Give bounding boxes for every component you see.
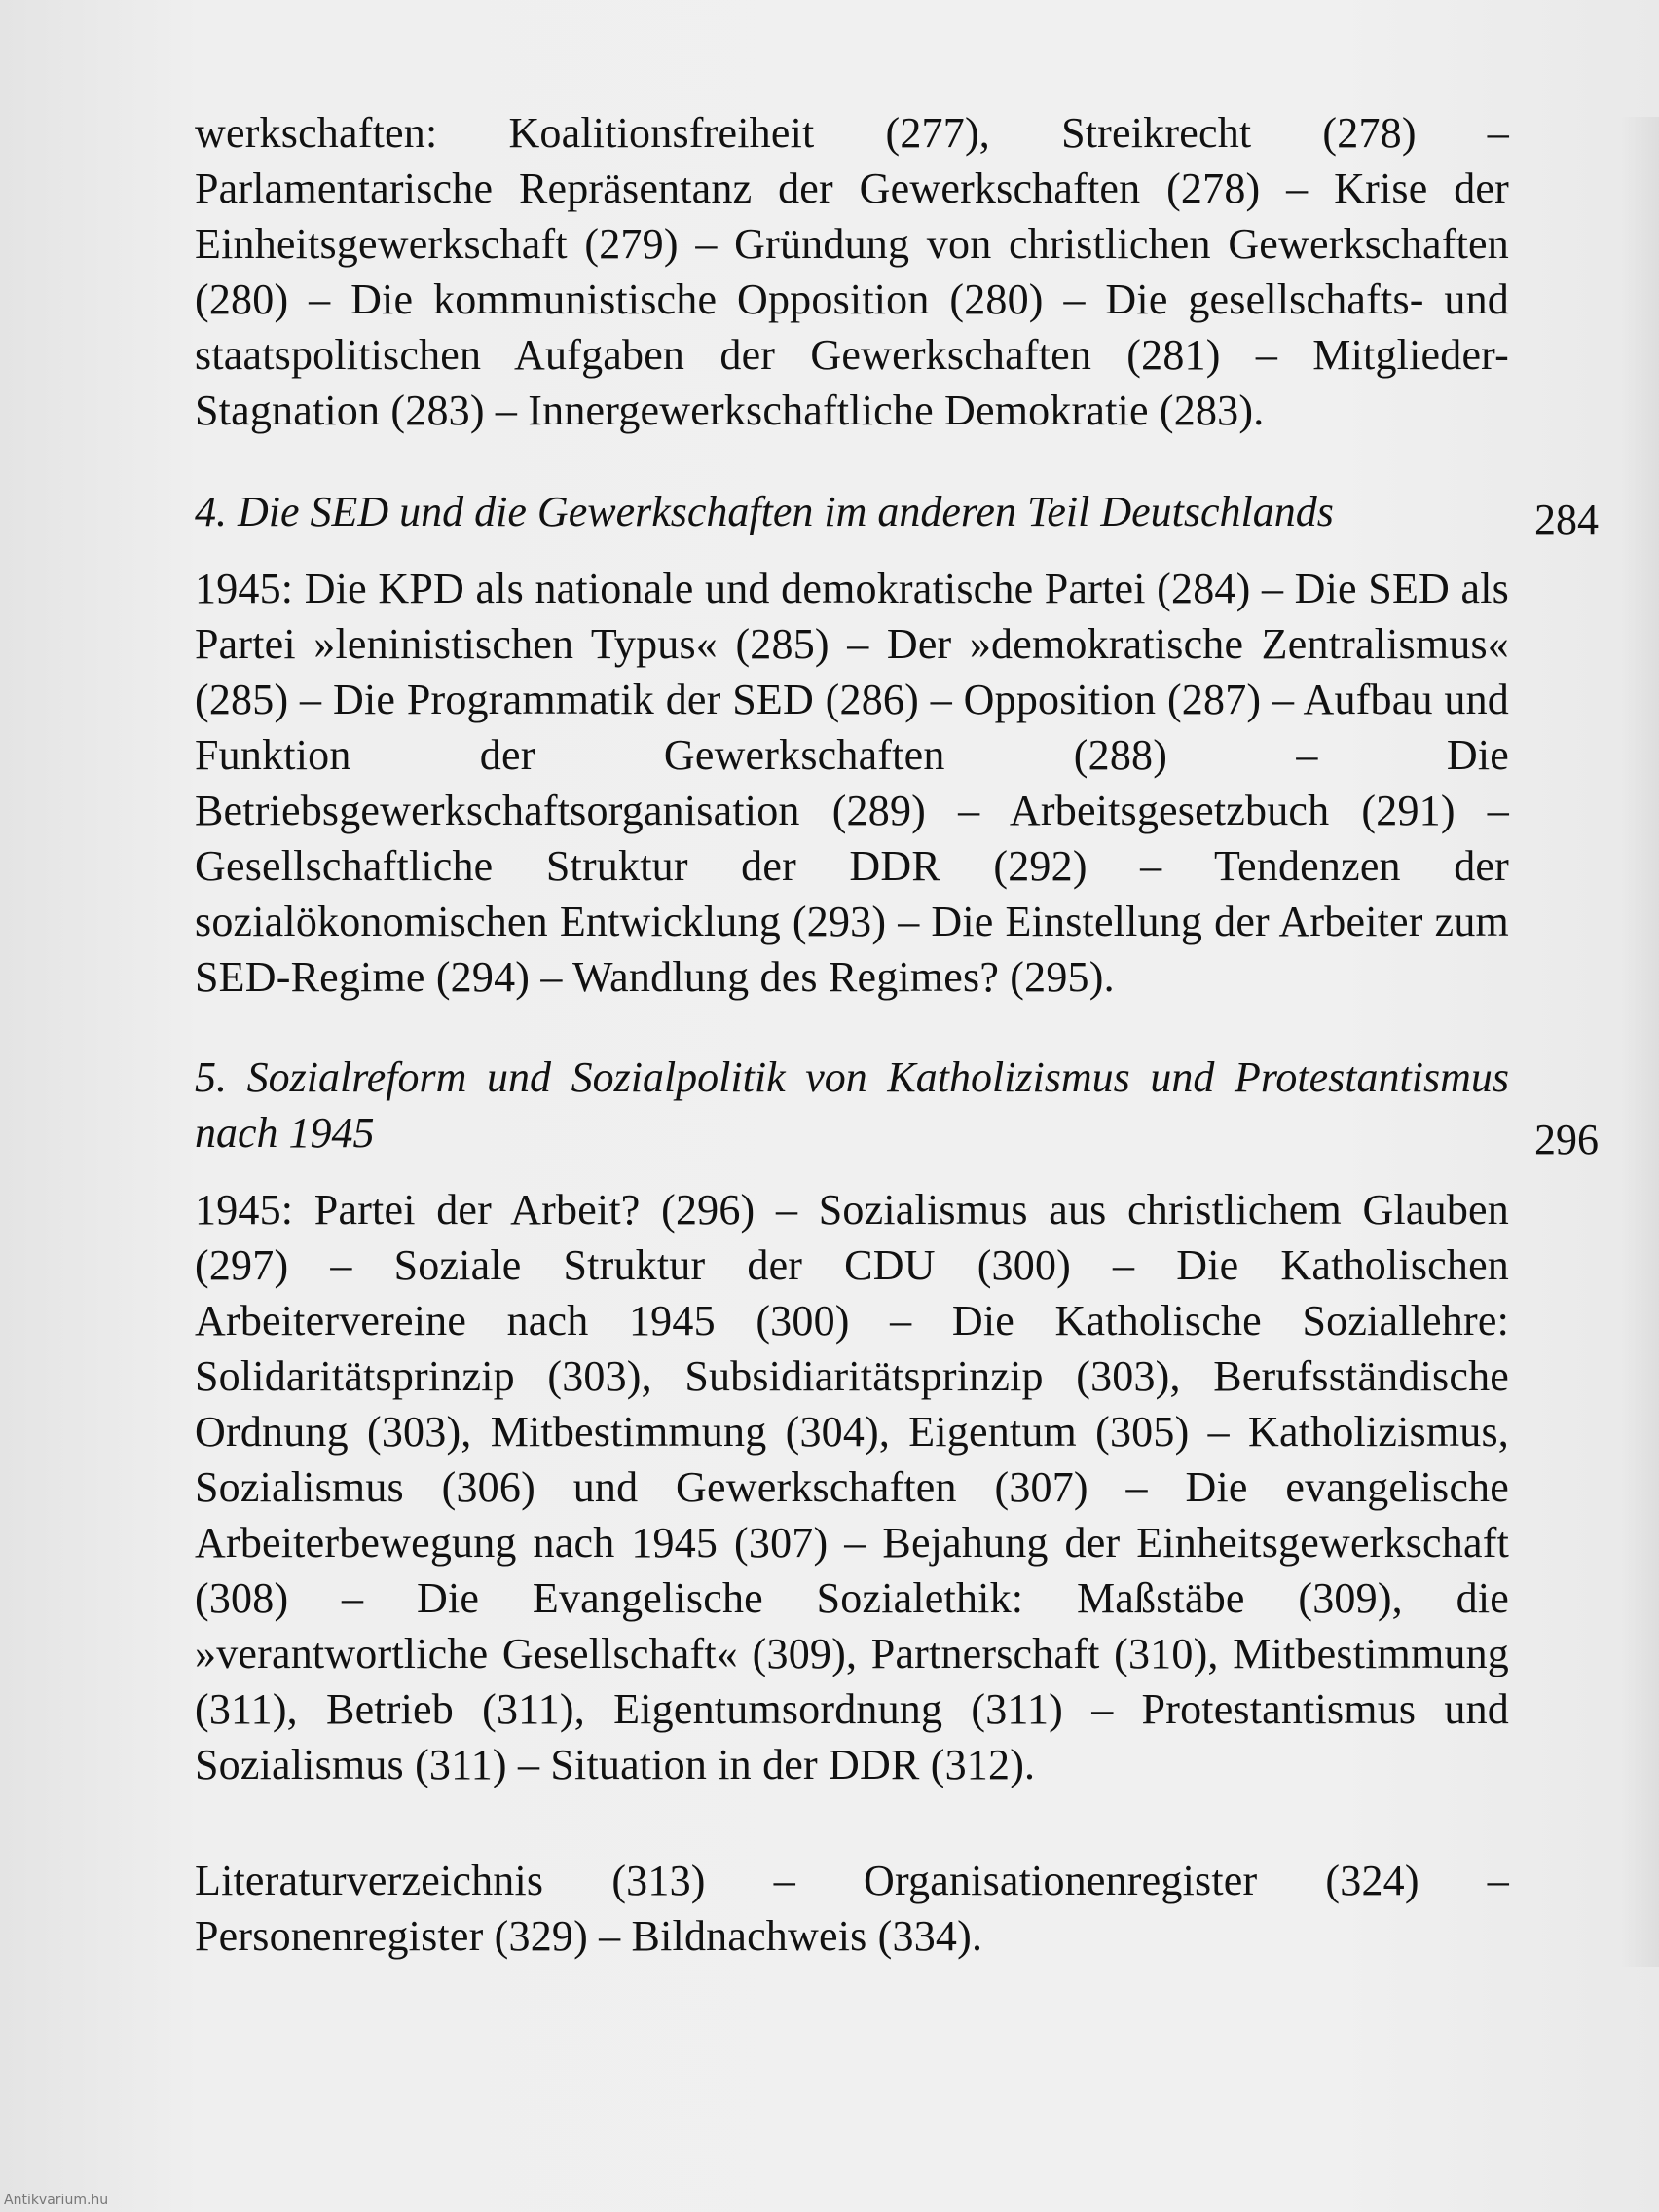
section-5-page-number: 296 <box>1534 1116 1599 1163</box>
page-edge-shadow <box>1620 117 1659 1967</box>
back-matter <box>195 1853 1509 1964</box>
section-4-heading: 4. Die SED und die Gewerkschaften im anderen Teil Deutschlands <box>195 488 1334 535</box>
section-3-summary-text: werkschaften: Koalitionsfreiheit (277), Streikrecht (278) – Parlamentarische Repräsentanz der Gewerkschaften (278) – Krise der Einheitsgewerkschaft (279) – Gründung von christlichen Gewerkschaften (280) – Die kommunistische Opposition (280) – Die gesellschafts- und staatspolitischen Aufgaben der Gewerkschaften (281) – Mitglieder-Stagnation (283) – Innergewerkschaftliche Demokratie (283). <box>195 109 1509 434</box>
back-matter-text: Literaturverzeichnis (313) – Organisationenregister (324) – Personenregister (329) – Bildnachweis (334). <box>195 1857 1509 1960</box>
section-5-heading: 5. Sozialreform und Sozialpolitik von Katholizismus und Protestantismus nach 1945 <box>195 1053 1509 1157</box>
section-5-summary-text: 1945: Partei der Arbeit? (296) – Sozialismus aus christlichem Glauben (297) – Soziale Struktur der CDU (300) – Die Katholischen Arbeitervereine nach 1945 (300) – Die Katholische Soziallehre: Solidaritätsprinzip (303), Subsidiaritätsprinzip (303), Berufsständische Ordnung (303), Mitbestimmung (304), Eigentum (305) – Katholizismus, Sozialismus (306) und Gewerkschaften (307) – Die evangelische Arbeiterbewegung nach 1945 (307) – Bejahung der Einheitsgewerkschaft (308) – Die Evangelische Sozialethik: Maßstäbe (309), die »verantwortliche Gesellschaft« (309), Partnerschaft (310), Mitbestimmung (311), Betrieb (311), Eigentumsordnung (311) – Protestantismus und Sozialismus (311) – Situation in der DDR (312). <box>195 1186 1509 1788</box>
watermark: Antikvarium.hu <box>4 2193 109 2208</box>
section-3-summary <box>195 105 1509 438</box>
section-4-summary-text: 1945: Die KPD als nationale und demokratische Partei (284) – Die SED als Partei »leninistischen Typus« (285) – Der »demokratische Zentralismus« (285) – Die Programmatik der SED (286) – Opposition (287) – Aufbau und Funktion der Gewerkschaften (288) – Die Betriebsgewerkschaftsorganisation (289) – Arbeitsgesetzbuch (291) – Gesellschaftliche Struktur der DDR (292) – Tendenzen der sozialökonomischen Entwicklung (293) – Die Einstellung der Arbeiter zum SED-Regime (294) – Wandlung des Regimes? (295). <box>195 565 1509 1001</box>
section-4-summary <box>195 561 1509 1005</box>
section-5-summary <box>195 1182 1509 1792</box>
section-4-page-number: 284 <box>1534 496 1599 543</box>
